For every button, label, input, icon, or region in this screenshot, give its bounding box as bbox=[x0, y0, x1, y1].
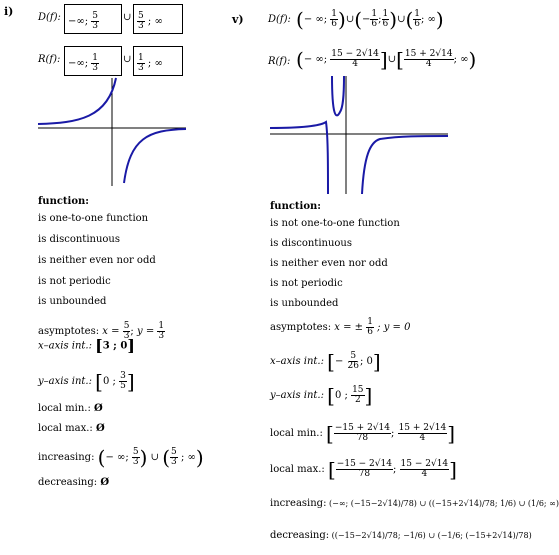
union-symbol: ∪ bbox=[123, 12, 132, 23]
property-right-3: is neither even nor odd bbox=[270, 258, 388, 269]
property-right-2: is discontinuous bbox=[270, 238, 352, 249]
curve-gap bbox=[357, 76, 358, 140]
range-left-2: $\frac{1}{3}$ ; ∞ bbox=[138, 53, 163, 73]
domain-left-1: −∞; $\frac{5}{3}$ bbox=[68, 11, 99, 31]
decreasing-right: decreasing: ((−15−2√14)/78; −1/6) ∪ (−1/6; (−15+2√14)/78) bbox=[270, 530, 532, 541]
graph-left bbox=[38, 78, 186, 186]
property-right-1: is not one-to-one function bbox=[270, 218, 400, 229]
asymptotes-right: asymptotes: x = ± $\frac{1}{6}$ ; y = 0 bbox=[270, 317, 411, 337]
asymptotes-left: asymptotes: x = $\frac{5}{3}$ ; y = $\frac{1}{3}$ bbox=[38, 321, 165, 341]
function-heading-right: function: bbox=[270, 201, 321, 212]
min-left: local min.: Ø bbox=[38, 403, 103, 414]
panel-label-right: v) bbox=[232, 13, 244, 26]
range-left-1: −∞; $\frac{1}{3}$ bbox=[68, 53, 99, 73]
property-right-4: is not periodic bbox=[270, 278, 343, 289]
domain-left-2: $\frac{5}{3}$ ; ∞ bbox=[138, 11, 163, 31]
xint-right: x–axis int.: [− $\frac{5}{26}$ ; 0] bbox=[270, 349, 381, 374]
curve-branch-2 bbox=[332, 76, 344, 115]
curve-branch-1 bbox=[270, 122, 328, 194]
function-heading-left: function: bbox=[38, 196, 89, 207]
yint-right: y–axis int.: [0 ; $\frac{15}{2}$ ] bbox=[270, 383, 373, 408]
panel-label-left: i) bbox=[4, 5, 14, 18]
range-right: (− ∞; $\frac{15 - 2√14}{4}$ ]∪[ $\frac{15 + 2√14}{4}$ ; ∞) bbox=[296, 47, 477, 72]
min-right: local min.: [ $\frac{-15 + 2√14}{78}$ ; $\frac{15 + 2√14}{4}$ ] bbox=[270, 421, 456, 446]
property-left-3: is neither even nor odd bbox=[38, 255, 156, 266]
curve-branch-3 bbox=[362, 136, 448, 194]
domain-prefix-right: D(f): bbox=[268, 14, 291, 25]
max-left: local max.: Ø bbox=[38, 423, 105, 434]
domain-right: (− ∞; $\frac{1}{6}$ )∪(− $\frac{1}{6}$ ; $\frac{1}{6}$ )∪( $\frac{1}{6}$ ; ∞) bbox=[296, 7, 444, 32]
graph-right bbox=[270, 76, 448, 194]
curve-branch-1 bbox=[38, 78, 116, 124]
union-symbol: ∪ bbox=[123, 54, 132, 65]
property-left-5: is unbounded bbox=[38, 296, 107, 307]
xint-left: x–axis int.: [3 ; 0] bbox=[38, 336, 135, 355]
increasing-left: increasing: (− ∞; $\frac{5}{3}$ ) ∪ ( $\frac{5}{3}$ ; ∞) bbox=[38, 445, 204, 470]
property-left-4: is not periodic bbox=[38, 276, 111, 287]
max-right: local max.: [ $\frac{-15 - 2√14}{78}$ ; $\frac{15 - 2√14}{4}$ ] bbox=[270, 457, 457, 482]
property-left-1: is one-to-one function bbox=[38, 213, 149, 224]
domain-prefix-left: D(f): bbox=[38, 12, 61, 23]
decreasing-left: decreasing: Ø bbox=[38, 477, 110, 488]
curve-branch-2 bbox=[124, 129, 186, 183]
increasing-right: increasing: (−∞; (−15−2√14)/78) ∪ ((−15+2√14)/78; 1/6) ∪ (1/6; ∞) bbox=[270, 498, 559, 509]
yint-left: y–axis int.: [0 ; $\frac{3}{5}$ ] bbox=[38, 369, 135, 394]
property-right-5: is unbounded bbox=[270, 298, 339, 309]
range-prefix-right: R(f): bbox=[268, 56, 291, 67]
range-prefix-left: R(f): bbox=[38, 54, 61, 65]
property-left-2: is discontinuous bbox=[38, 234, 120, 245]
